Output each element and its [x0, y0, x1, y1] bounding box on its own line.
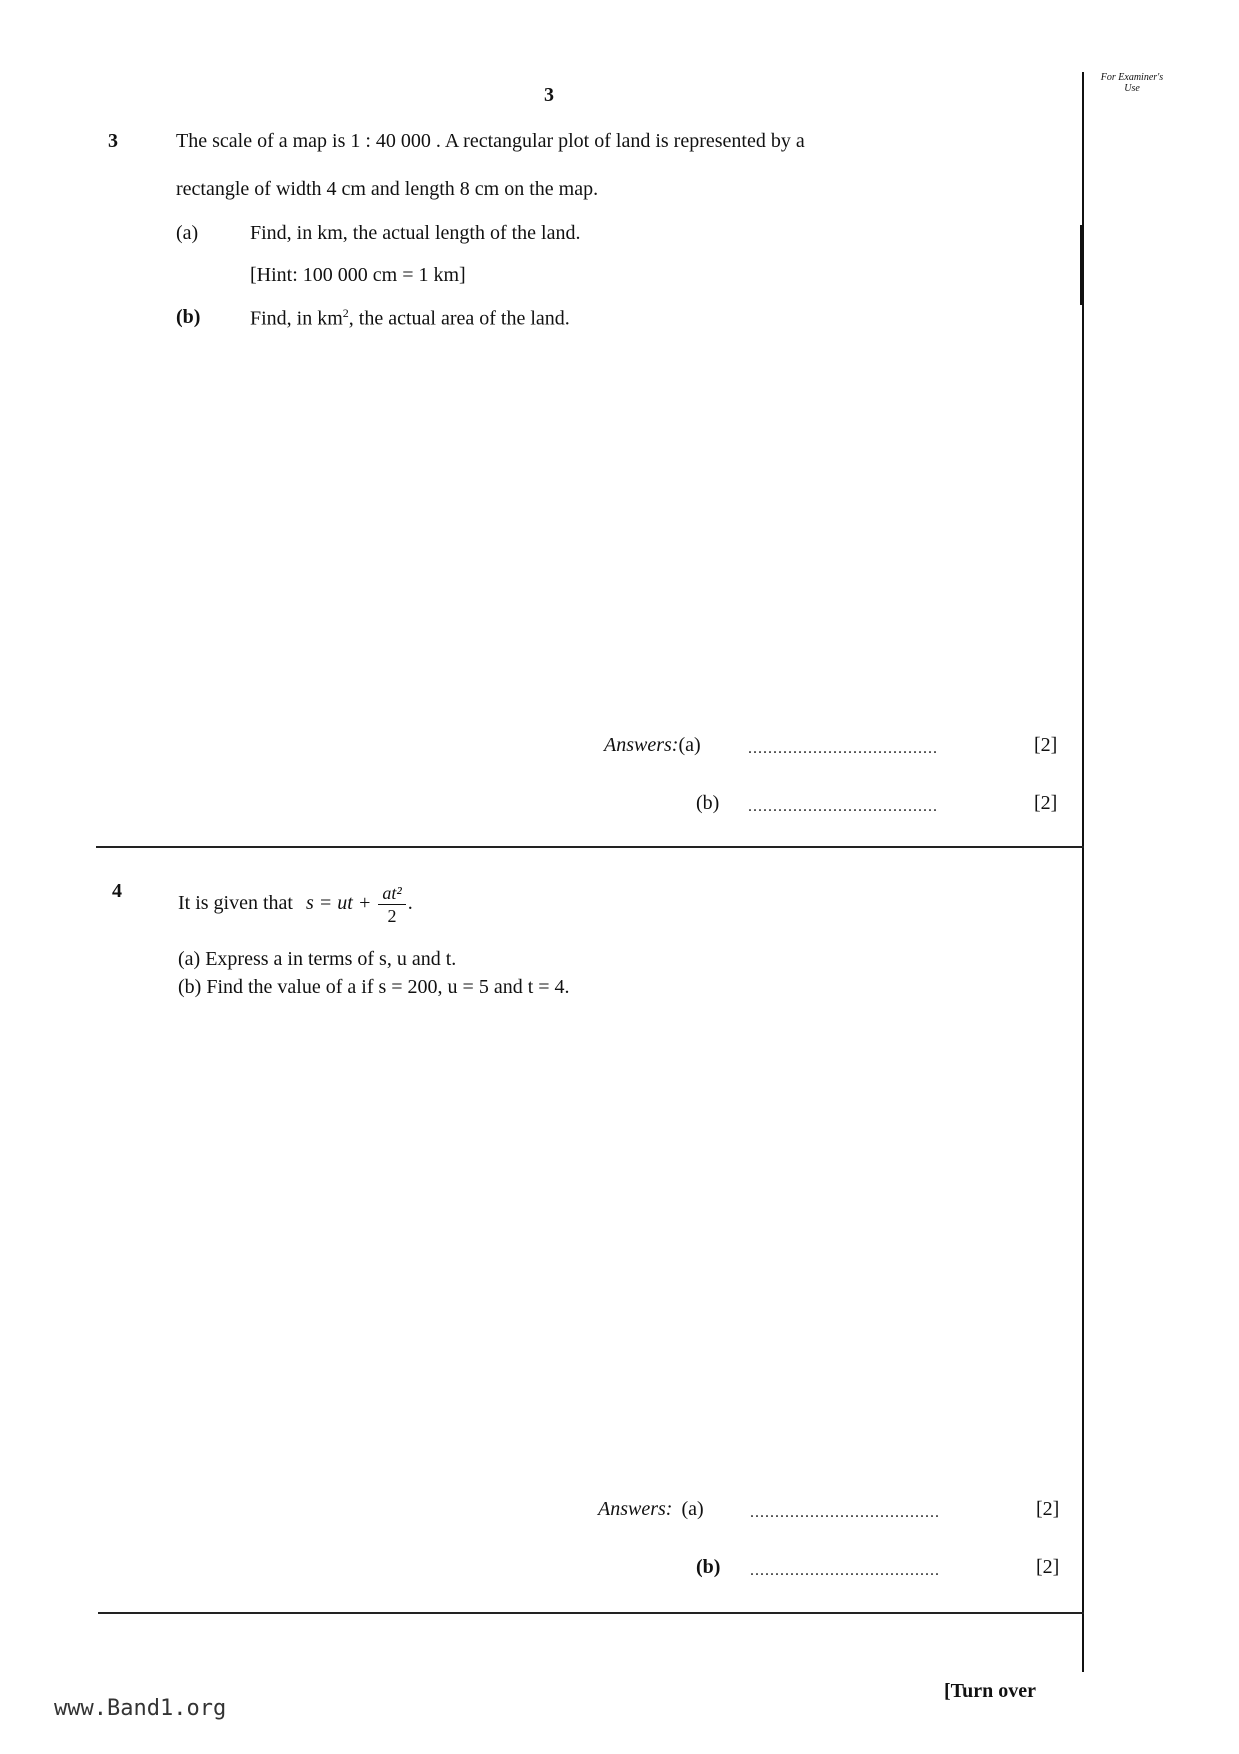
- question-3b-text-post: , the actual area of the land.: [348, 307, 570, 330]
- question-3a-text: Find, in km, the actual length of the land.: [250, 222, 581, 244]
- question-3-number: 3: [108, 130, 118, 152]
- question-3-answer-b-line[interactable]: ......................................: [748, 798, 938, 815]
- question-3-answers-label: [604, 734, 701, 757]
- equation-left: s = ut +: [305, 892, 372, 915]
- question-3b-text-pre: Find, in km: [250, 307, 343, 330]
- question-4-answer-a-line[interactable]: ......................................: [750, 1504, 940, 1521]
- answers-word: Answers:: [604, 734, 679, 756]
- given-text: It is given that: [178, 892, 293, 915]
- question-3b-text: [250, 306, 570, 331]
- question-4-answer-b-line[interactable]: ......................................: [750, 1562, 940, 1579]
- answer-a-label: (a): [681, 1498, 704, 1520]
- question-4a-text: (a) Express a in terms of s, u and t.: [178, 948, 457, 970]
- fraction-denominator: 2: [387, 906, 397, 926]
- question-3b-label: (b): [176, 306, 201, 328]
- question-divider: [96, 846, 1084, 848]
- answer-a-label: (a): [678, 734, 701, 756]
- page-number: 3: [544, 84, 554, 106]
- bottom-divider: [98, 1612, 1084, 1614]
- question-3-mark-a: [2]: [1034, 734, 1058, 756]
- question-3-answer-a-line[interactable]: ......................................: [748, 740, 938, 757]
- footer-url: www.Band1.org: [54, 1696, 227, 1721]
- question-3-mark-b: [2]: [1034, 792, 1058, 814]
- question-4b-text: (b) Find the value of a if s = 200, u = 5 and t = 4.: [178, 976, 570, 998]
- question-4-answers-label: [598, 1498, 704, 1521]
- equation-fraction: [378, 882, 405, 927]
- question-4-number: 4: [112, 880, 122, 902]
- question-3-answer-b-label: (b): [696, 792, 720, 814]
- examiner-use-label: For Examiner's Use: [1100, 72, 1164, 94]
- examiner-margin-line: [1082, 72, 1084, 1672]
- examiner-margin-mark: [1080, 225, 1084, 305]
- question-3a-hint: [Hint: 100 000 cm = 1 km]: [250, 264, 466, 286]
- question-3b-superscript: 2: [342, 306, 349, 320]
- question-4-mark-a: [2]: [1036, 1498, 1060, 1520]
- equation-end: .: [407, 892, 413, 915]
- question-3a-label: (a): [176, 222, 199, 244]
- question-4-mark-b: [2]: [1036, 1556, 1060, 1578]
- question-3-line-1: The scale of a map is 1 : 40 000 . A rectangular plot of land is represented by a: [176, 130, 805, 152]
- question-4-answer-b-label: (b): [696, 1556, 721, 1578]
- answers-word: Answers:: [598, 1498, 673, 1520]
- question-4-given: [178, 882, 413, 927]
- turn-over-label: [Turn over: [944, 1680, 1037, 1702]
- question-3-line-2: rectangle of width 4 cm and length 8 cm on the map.: [176, 178, 599, 200]
- fraction-numerator: at²: [378, 882, 405, 905]
